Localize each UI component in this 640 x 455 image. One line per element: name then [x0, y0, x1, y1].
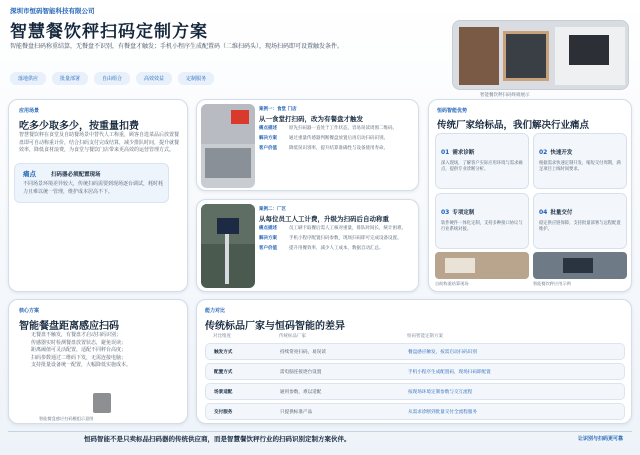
- thumbnail-photo: [435, 252, 529, 279]
- thumbnail-captions: [435, 281, 627, 287]
- table-cell: 持续常亮扫码，易误读: [280, 349, 326, 355]
- row-label: 解决方案: [259, 236, 277, 241]
- case-title: 从一食堂打扫码，改为有餐盘才触发: [259, 115, 363, 123]
- capability-body: 软件硬件一体化定制，支持多种接口协议与行业系统对接。: [441, 221, 523, 232]
- capability-body: 稳定供应链保障，支持批量部署与远程配置维护。: [539, 221, 621, 232]
- table-cell: 场景适配: [214, 389, 233, 395]
- thumbnail-caption: 智能餐饮秤应用示例: [533, 281, 571, 286]
- table-cell: 需电脑连接逐台设置: [280, 369, 322, 375]
- pain-label: 痛点: [23, 170, 36, 178]
- capability-item: [533, 193, 627, 249]
- feature-tag: 自由组合: [94, 72, 130, 85]
- table-cell: 从需求诊断到批量交付全流程服务: [408, 409, 477, 415]
- pain-box: [14, 163, 169, 203]
- row-value: 通过重量传感器判断餐盘放置后再启动扫码识别。: [289, 136, 388, 141]
- case-card-1: [196, 99, 419, 191]
- capability-number: 02: [539, 149, 548, 156]
- case-thumbnails: [435, 252, 627, 279]
- sensor-line: 传感器实时检测餐盘放置状态，避免误读；: [31, 339, 127, 346]
- sensor-lines: [31, 332, 181, 370]
- comparison-kicker: 能力对比: [205, 308, 226, 314]
- scenario-body: 智慧餐饮秤在食堂及自助餐场景中替代人工称重，顾客自选菜品后放置餐盘即可自动称重计价，结合扫码支付完成结算，减少排队时间，提升就餐效率，降低食材浪费，为食堂与餐饮门店带来更高效的运营管理方式。: [19, 132, 180, 153]
- case-rows: [259, 226, 414, 256]
- table-cell: 触发方式: [214, 349, 233, 355]
- capability-number: 04: [539, 209, 548, 216]
- row-label: 客户价值: [259, 146, 277, 151]
- case-row: [259, 236, 414, 242]
- feature-tag: 定制服务: [178, 72, 214, 85]
- capability-item: [435, 133, 529, 189]
- feature-tag: 高效效益: [136, 72, 172, 85]
- footer-divider: [8, 431, 632, 432]
- table-cell: 只提供标准产品: [280, 409, 313, 415]
- comparison-table: [205, 333, 625, 423]
- table-header: [205, 333, 625, 343]
- case-row: [259, 246, 414, 252]
- row-value: 员工刷卡取餐后需人工核对重量，排队时间长，统计困难。: [289, 226, 406, 231]
- case-row: [259, 146, 414, 152]
- column-header: 恒码智能定制方案: [407, 334, 443, 339]
- sensor-line: 扫码参数通过二维码下发，无需连接电脑；: [31, 354, 127, 361]
- industry-card: [428, 99, 632, 292]
- case-row: [259, 226, 414, 232]
- table-cell: 手机小程序生成配置码，现场扫码即配置: [408, 369, 491, 375]
- case-row: [259, 136, 414, 142]
- thumbnail-caption: 自助称重结算现场: [435, 281, 469, 286]
- row-label: 痛点描述: [259, 126, 277, 131]
- case-kicker: 案例一：食堂 门店: [259, 107, 297, 112]
- row-value: 原先扫码器一直处于工作状态，容易误读周围二维码。: [289, 126, 397, 131]
- table-cell: 配置方式: [214, 369, 233, 375]
- table-cell: 交付服务: [214, 409, 233, 415]
- scanner-module-photo: [93, 393, 111, 413]
- column-header: 传统标品厂家: [279, 334, 306, 339]
- row-value: 提升用餐效率，减少人工成本，数据自动汇总。: [289, 246, 384, 251]
- table-row: [205, 363, 625, 380]
- capability-number: 03: [441, 209, 450, 216]
- sensor-caption: 智能餐盘感应扫码模组示意图: [39, 416, 94, 421]
- table-cell: 通用参数，难以适配: [280, 389, 322, 395]
- comparison-title: 传统标品厂家与恒码智能的差异: [205, 321, 345, 332]
- sensor-title: 智能餐盘距离感应扫码: [19, 321, 119, 332]
- feature-tags: [10, 72, 214, 85]
- table-row: [205, 383, 625, 400]
- capability-grid: [435, 133, 627, 249]
- row-value: 降低误识别率，提升结算准确性与设备使用寿命。: [289, 146, 388, 151]
- pain-body: 不同场景环境差异较大，传统扫码需要到现场逐台调试，耗时耗力且难以统一管理，维护成本居高不下。: [23, 181, 164, 195]
- thumbnail-photo: [533, 252, 627, 279]
- scenario-title: 吃多少取多少，按重量扣费: [19, 121, 139, 132]
- row-label: 客户价值: [259, 246, 277, 251]
- row-label: 解决方案: [259, 136, 277, 141]
- table-row: [205, 343, 625, 360]
- column-header: 对比维度: [213, 334, 231, 339]
- industry-kicker: 恒码智能优势: [437, 108, 468, 114]
- capability-number: 01: [441, 149, 450, 156]
- feature-tag: 落地供应: [10, 72, 46, 85]
- pain-title: 扫码器必须配置现场: [51, 172, 101, 178]
- case-photo-factory: [201, 204, 255, 288]
- capability-title: 专项定制: [452, 210, 475, 216]
- row-value: 手机小程序配置扫码参数，现场扫码即可完成设备设置。: [289, 236, 402, 241]
- case-kicker: 案例二：厂区: [259, 207, 286, 212]
- footer-statement: 恒码智能不是只卖标品扫码器的传统供应商，而是智慧餐饮秤行业的扫码识别定制方案伙伴。: [84, 435, 351, 443]
- hero-caption: 智能餐饮秤扫码终端展示: [480, 93, 530, 98]
- table-row: [205, 403, 625, 420]
- capability-title: 快速开发: [550, 150, 573, 156]
- table-cell: 按现场环境定制参数与交互流程: [408, 389, 473, 395]
- sensor-card: [8, 299, 188, 424]
- comparison-card: [196, 299, 632, 424]
- sensor-line: 支持批量设备统一配置，大幅降低实施成本。: [31, 362, 132, 368]
- case-title: 从每位员工人工计费，升级为扫码后自动称重: [259, 215, 389, 223]
- row-label: 痛点描述: [259, 226, 277, 231]
- company-name: 深圳市恒码智能科技有限公司: [10, 7, 95, 15]
- sensor-line: 距离阈值可灵活配置，适配不同秤台高度；: [31, 347, 127, 353]
- scenario-kicker: 应用场景: [19, 108, 40, 114]
- case-row: [259, 126, 414, 132]
- page-subtitle: 智能餐盘扫码称重结算，无餐盘不识别，有餐盘才触发；手机小程序生成配置码（二维扫码头），现场扫码即可设置触发条件。: [10, 43, 344, 50]
- case-card-2: [196, 199, 419, 292]
- footer-slogan: 让识别与扫码更可靠: [578, 436, 624, 442]
- capability-title: 批量交付: [550, 210, 573, 216]
- case-photo-canteen: [201, 104, 255, 188]
- hero-photo: [452, 20, 629, 90]
- sensor-kicker: 核心方案: [19, 308, 40, 314]
- capability-title: 需求诊断: [452, 150, 475, 156]
- capability-body: 根据需求快速定制开发，缩短交付周期，满足项目上线时间要求。: [539, 161, 621, 172]
- sensor-line: 无餐盘不触发，有餐盘才启动扫码识别；: [31, 332, 122, 338]
- capability-item: [533, 133, 627, 189]
- industry-title: 传统厂家给标品，我们解决行业痛点: [437, 120, 590, 131]
- feature-tag: 批量部署: [52, 72, 88, 85]
- capability-body: 深入现场，了解客户实际应用环境与需求痛点，提供专业诊断分析。: [441, 161, 523, 172]
- case-rows: [259, 126, 414, 156]
- page-title: 智慧餐饮秤扫码定制方案: [10, 22, 208, 42]
- capability-item: [435, 193, 529, 249]
- table-cell: 餐盘感应触发，按需启动扫码识别: [408, 349, 477, 355]
